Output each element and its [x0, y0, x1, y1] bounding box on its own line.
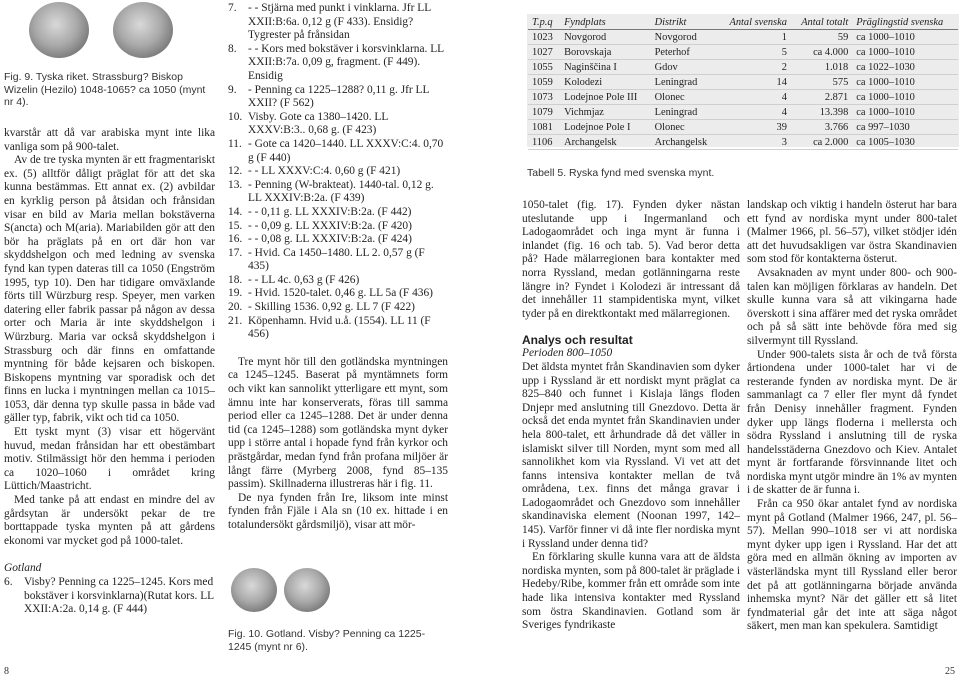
column-header: Präglingstid svenska: [852, 16, 958, 30]
figure-caption: Fig. 10. Gotland. Visby? Penning ca 1225-1245 (mynt nr 6).: [228, 628, 426, 653]
item-text: Visby? Penning ca 1225–1245. Kors med bokstäver i korsvinklarna)(Rutat kors. LL XXII:A:2a. 0,14 g. (F 444): [24, 576, 214, 616]
table-cell: 575: [791, 75, 852, 90]
table-cell: Gdov: [651, 60, 718, 75]
list-item: [228, 220, 448, 234]
table-cell: 4: [718, 90, 791, 105]
table-cell: Lodejnoe Pole III: [560, 90, 651, 105]
paragraph: Ett tyskt mynt (3) visar ett högervänt huvud, medan frånsidan har ett obestämbart motiv. Stilmässigt hör den hemma i perioden ca 1020–1060 i området kring Lüttich/Maastricht.: [4, 426, 215, 493]
item-text: - Gote ca 1420–1440. LL XXXV:C:4. 0,70 g (F 440): [248, 137, 444, 164]
list-item: [228, 301, 448, 315]
list-item: [228, 206, 448, 220]
table-row: [528, 105, 958, 120]
item-number: 20.: [228, 301, 243, 314]
finds-table: [528, 16, 958, 150]
list-item: [228, 315, 448, 342]
table-cell: ca 1000–1010: [852, 75, 958, 90]
paragraph: kvarstår att då var arabiska mynt inte lika vanliga som på 900-talet.: [4, 127, 215, 153]
list-item: [228, 165, 448, 179]
table-cell: 1081: [528, 120, 560, 135]
item-number: 17.: [228, 246, 243, 259]
item-text: - Penning (W-brakteat). 1440-tal. 0,12 g. LL XXXIV:B:2a. (F 439): [248, 178, 434, 205]
item-number: 14.: [228, 205, 243, 218]
item-number: 8.: [228, 42, 237, 55]
table-cell: Leningrad: [651, 105, 718, 120]
table-cell: ca 1000–1010: [852, 45, 958, 60]
paragraph: En förklaring skulle kunna vara att de äldsta nordiska mynten, som på 800-talet är präglade i Hedeby/Ribe, kommer från ett område som inte hade lika intensiva kontakter med Ryssland som östra Skandinavien. Gotland som är Sveriges fyndrikaste: [522, 551, 740, 632]
table-cell: ca 1000–1010: [852, 105, 958, 120]
section-subheading: Perioden 800–1050: [522, 347, 613, 360]
coin-image-gotland-obverse: [231, 568, 277, 612]
item-number: 19.: [228, 287, 243, 300]
item-number: 12.: [228, 165, 243, 178]
item-number: 15.: [228, 219, 243, 232]
table-cell: Novgorod: [651, 30, 718, 45]
item-number: 18.: [228, 273, 243, 286]
page-number: 8: [4, 666, 9, 677]
section-heading: Gotland: [4, 562, 42, 575]
table-cell: 2: [718, 60, 791, 75]
figure-caption: Fig. 9. Tyska riket. Strassburg? Biskop Wizelin (Hezilo) 1048-1065? ca 1050 (mynt nr 4).: [4, 71, 206, 108]
table-cell: ca 4.000: [791, 45, 852, 60]
table-cell: 14: [718, 75, 791, 90]
table-caption: Tabell 5. Ryska fynd med svenska mynt.: [527, 167, 715, 179]
item-text: - - 0,11 g. LL XXXIV:B:2a. (F 442): [248, 205, 412, 218]
item-text: - - LL 4c. 0,63 g (F 426): [248, 273, 360, 286]
paragraph: landskap och viktig i handeln österut har bara ett fynd av nordiska mynt under 800-talet (Malmer 1966, pl. 56–57), vilket stödjer idén att det huvudsakligen var östra Skandinavien som stod för kontakterna österut.: [747, 199, 957, 266]
table-cell: Vichmjaz: [560, 105, 651, 120]
list-item: [4, 576, 215, 617]
table-cell: 1079: [528, 105, 560, 120]
paragraph: Det äldsta myntet från Skandinavien som dyker upp i Ryssland är ett nordiskt mynt präglat ca 825–840 och funnet i Kislaja längs floden Dnjepr med anslutning till Gnezdovo. Detta är också det enda myntet från Skandinavien under hela 800-talet, ett århundrade då det väller in islamiskt silver till Norden, mynt som med all sannolikhet kom via Ryssland. Vi vet att det fanns intensiva kontakter mellan de två områdena, t.ex. finns det många gravar i Ladogaområdet och Gnezdovo som innehåller skandinaviska element (Noonan 1997, 142–145). Varför finner vi då inte fler nordiska mynt i Ryssland under denna tid?: [522, 360, 740, 550]
table-cell: 13.398: [791, 105, 852, 120]
table-cell: Kolodezi: [560, 75, 651, 90]
paragraph: 1050-talet (fig. 17). Fynden dyker nästan uteslutande upp i Ingermanland och Ladogaområdet och inga mynt är funna i inlandet (fig. 16 och tab. 5). Vad beror detta på? Hade mälarregionen bara kontakter med norra Ryssland, medan gotlänningarna reste längre in? Fyndet i Kolodezi är intressant då det innehåller 11 stampidentiska mynt, vilket tyder på en direktkontakt med mälarregionen.: [522, 199, 740, 320]
item-text: - Penning ca 1225–1288? 0,11 g. Jfr LL XXII? (F 562): [248, 83, 430, 110]
table-cell: 1023: [528, 30, 560, 45]
column-header: Antal totalt: [791, 16, 852, 30]
table-cell: Borovskaja: [560, 45, 651, 60]
item-text: - Hvid. Ca 1450–1480. LL 2. 0,57 g (F 435): [248, 246, 425, 273]
table-cell: 1059: [528, 75, 560, 90]
table-cell: Novgorod: [560, 30, 651, 45]
table-row: [528, 60, 958, 75]
item-number: 7.: [228, 2, 237, 14]
coin-image-reverse: [113, 2, 173, 58]
list-item: [228, 84, 448, 111]
list-item: [228, 179, 448, 206]
table-cell: Olonec: [651, 90, 718, 105]
table-cell: 4: [718, 105, 791, 120]
table-cell: Peterhof: [651, 45, 718, 60]
paragraph: De nya fynden från Ire, liksom inte minst fynden från Fjäle i Ala sn (10 ex. hittade i en totalundersökt gårdsmiljö), visar att mör-: [228, 491, 448, 531]
table-cell: ca 1005–1030: [852, 135, 958, 150]
table-header-row: [528, 16, 958, 30]
table-cell: 1027: [528, 45, 560, 60]
list-item: [228, 43, 448, 84]
table-cell: ca 1000–1010: [852, 90, 958, 105]
table-cell: 1073: [528, 90, 560, 105]
table-cell: 5: [718, 45, 791, 60]
table-cell: 39: [718, 120, 791, 135]
paragraph: Avsaknaden av mynt under 800- och 900-talen kan möjligen förklaras av handeln. Det skulle kunna vara så att vikingarna hade överskott i sina affärer med det ryska området och på så sätt inte behövde föra med sig silvermynt till Ryssland.: [747, 266, 957, 347]
table-row: [528, 45, 958, 60]
paragraph: Från ca 950 ökar antalet fynd av nordiska mynt på Gotland (Malmer 1966, 247, pl. 56–57). Mellan 990–1018 ser vi att nordiska mynt dyker upp igen i Ryssland. Har det att göra med en allmän ökning av importen av västerländska mynt till Ryssland eller beror det på att gotlänningarna började använda inhemska mynt? När det gäller ett så litet fyndmaterial går det inte att säga något säkert, men man kan spekulera. Samtidigt: [747, 498, 957, 633]
paragraph: Tre mynt hör till den gotländska myntningen ca 1245–1245. Baserat på myntämnets form och vikt kan sannolikt ytterligare ett mynt, som ämnu inte har konserverats, föras till samma period eller ca 1245–1288. Det är under denna tid (ca 1245–1288) som gotländska mynt dyker upp i större antal i hopade fynd från kyrkor och prästgårdar, medan fynd från profana miljöer är långt färre (Myrberg 2008, fynd 85–135 passim). Skillnaderna illustreras här i fig. 11.: [228, 355, 448, 491]
paragraph: Under 900-talets sista år och de två första årtiondena under 1000-talet har vi de resterande fynden av nordiska mynt. De är sammanlagt ca 7 eller fler mynt då fyndet från Denisy innehåller fragment. Fynden dyker upp längs floderna i mellersta och södra Ryssland i anslutning till de ryska handelsstäderna Gnezdovo och Kiev. Antalet mynt är fortfarande försvinnande litet och nordiska mynt utgör mindre än 1% av mynten i de skatter de är funna i.: [747, 348, 957, 497]
item-text: - - Stjärna med punkt i vinklarna. Jfr LL XXII:B:6a. 0,12 g (F 433). Ensidig? Tygrester på frånsidan: [248, 2, 431, 42]
item-number: 16.: [228, 233, 243, 246]
table-row: [528, 120, 958, 135]
item-number: 10.: [228, 110, 243, 123]
paragraph: Med tanke på att endast en mindre del av gårdsytan är undersökt pekar de tre borttappade tyska mynten på att gårdens ekonomi var mycket god på 1000-talet.: [4, 494, 215, 547]
item-text: - - Kors med bokstäver i korsvinklarna. LL XXII:B:7a. 0,09 g, fragment. (F 449). Ensidig: [248, 42, 444, 82]
coin-image-obverse: [29, 2, 89, 58]
table-cell: ca 997–1030: [852, 120, 958, 135]
list-item: [228, 287, 448, 301]
item-text: Köpenhamn. Hvid u.å. (1554). LL 11 (F 456): [248, 314, 431, 341]
item-number: 9.: [228, 83, 237, 96]
item-text: Visby. Gote ca 1380–1420. LL XXXV:B:3.. 0,68 g. (F 423): [248, 110, 388, 137]
table-cell: Leningrad: [651, 75, 718, 90]
item-number: 11.: [228, 137, 242, 150]
list-item: [228, 2, 448, 43]
item-text: - - 0,09 g. LL XXXIV:B:2a. (F 420): [248, 219, 412, 232]
table-cell: 3: [718, 135, 791, 150]
table-cell: Olonec: [651, 120, 718, 135]
table-row: [528, 75, 958, 90]
table-cell: ca 1022–1030: [852, 60, 958, 75]
table-cell: 59: [791, 30, 852, 45]
table-row: [528, 135, 958, 150]
column-header: Distrikt: [651, 16, 718, 30]
item-number: 13.: [228, 178, 243, 191]
table-cell: Archangelsk: [651, 135, 718, 150]
section-heading: Analys och resultat: [522, 333, 633, 348]
table-cell: 3.766: [791, 120, 852, 135]
table-row: [528, 90, 958, 105]
list-item: [228, 138, 448, 165]
coin-image-gotland-reverse: [284, 568, 330, 612]
table-cell: 1.018: [791, 60, 852, 75]
table-row: [528, 30, 958, 45]
table-cell: 1106: [528, 135, 560, 150]
item-number: 6.: [4, 576, 13, 588]
list-item: [228, 233, 448, 247]
paragraph: Av de tre tyska mynten är ett fragmentariskt ex. (5) alltför dåligt präglat för att det ska kunna bestämmas. Ett annat ex. (2) avbildar en kyrklig person på åtsidan och frånsidan visar en bild av Maria mellan bokstäverna S(ancta) och M(aria). Mariabilden gör att den bör ha präglats på en ort där hon var skyddshelgon och med ledning av svenska fynd kan typen dateras till ca 1050 (Engström 1995, typ 10). Den har tidigare omväxlande förts till Würzburg resp. Speyer, men varken datering eller fabrik passar på någon av dessa orter och Maria är inte skyddshelgon i Würzburg. Maria var också skyddshelgon i Strassburg och där finns en omfattande myntning för både kejsaren och biskopen. Biskopens myntning var sporadisk och det finns en lucka i myntningen mellan ca 1015–1053, där denna typ skulle passa in både vad gäller typ, fabrik, vikt och tid ca 1050.: [4, 154, 215, 425]
item-text: - Skilling 1536. 0,92 g. LL 7 (F 422): [248, 301, 415, 314]
table-cell: Naginščina I: [560, 60, 651, 75]
table-cell: 1055: [528, 60, 560, 75]
page-number: 25: [945, 666, 955, 677]
column-header: Antal svenska: [718, 16, 791, 30]
table-cell: ca 2.000: [791, 135, 852, 150]
coin-list-column: [228, 2, 448, 533]
column-header: Fyndplats: [560, 16, 651, 30]
item-text: - Hvid. 1520-talet. 0,46 g. LL 5a (F 436): [248, 287, 433, 300]
list-item: [228, 247, 448, 274]
list-item: [228, 274, 448, 288]
list-item: [228, 111, 448, 138]
right-column-2: [522, 199, 740, 633]
item-text: - - LL XXXV:C:4. 0,60 g (F 421): [248, 165, 401, 178]
right-column-3: [747, 199, 957, 634]
column-header: T.p.q: [528, 16, 560, 30]
table-cell: 2.871: [791, 90, 852, 105]
table-cell: ca 1000–1010: [852, 30, 958, 45]
item-number: 21.: [228, 314, 243, 327]
table-cell: Lodejnoe Pole I: [560, 120, 651, 135]
table-cell: 1: [718, 30, 791, 45]
item-text: - - 0,08 g. LL XXXIV:B:2a. (F 424): [248, 233, 412, 246]
table-cell: Archangelsk: [560, 135, 651, 150]
left-column-text: [4, 127, 215, 617]
